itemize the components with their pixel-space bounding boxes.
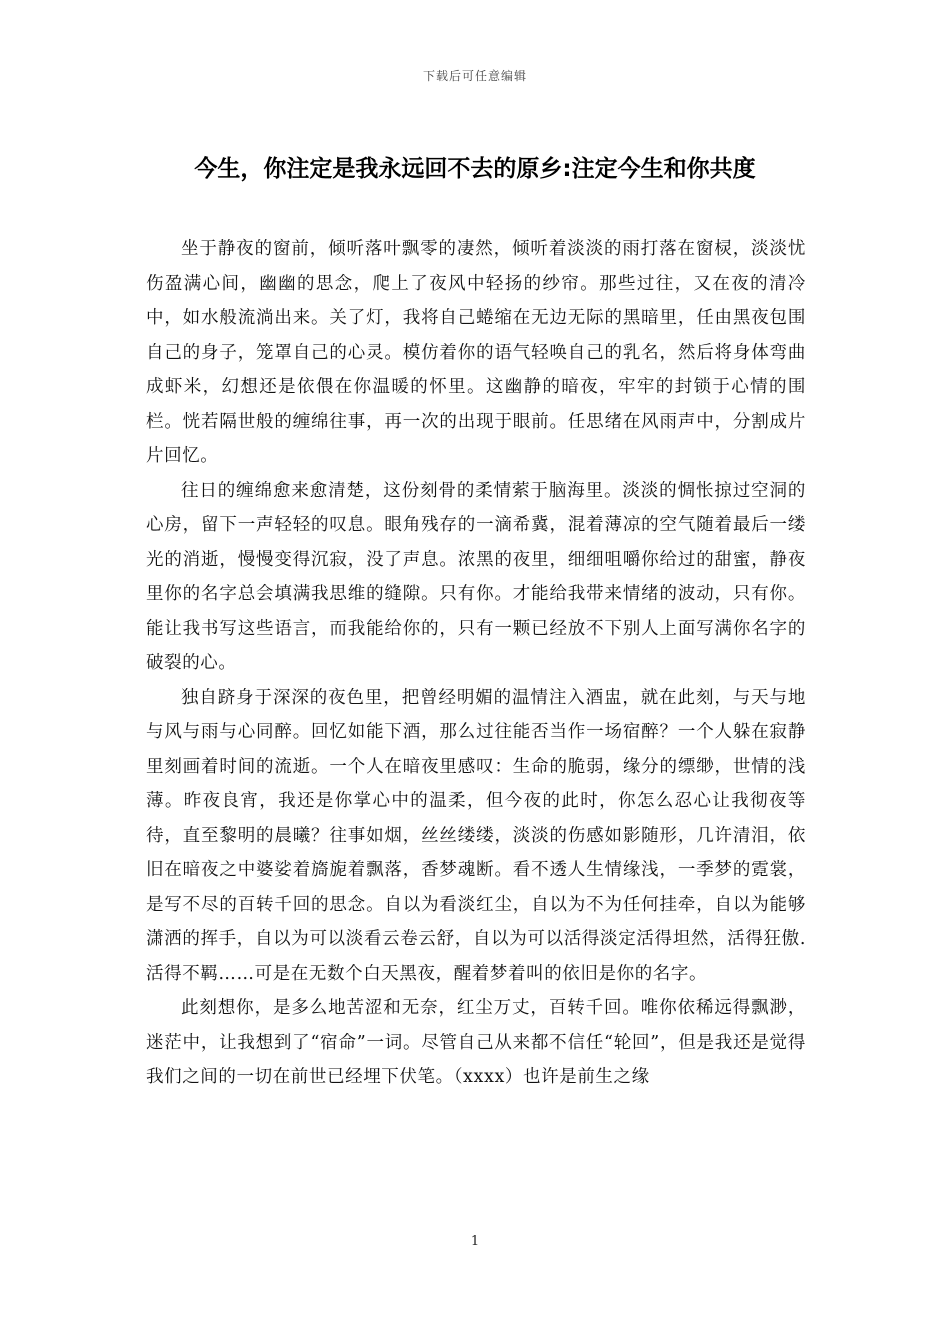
paragraph-2: 往日的缠绵愈来愈清楚，这份刻骨的柔情萦于脑海里。淡淡的惆怅掠过空洞的心房，留下一声轻轻的叹息。眼角残存的一滴希冀，混着薄凉的空气随着最后一缕光的消逝，慢慢变得沉寂，没了声息。浓黑的夜里，细细咀嚼你给过的甜蜜，静夜里你的名字总会填满我思维的缝隙。只有你。才能给我带来情绪的波动，只有你。能让我书写这些语言，而我能给你的，只有一颗已经放不下别人上面写满你名字的破裂的心。 xyxy=(146,480,806,673)
page-number: 1 xyxy=(470,1234,480,1249)
page-title: 今生，你注定是我永远回不去的原乡:注定今生和你共度 xyxy=(194,156,756,182)
paragraph-3: 独自跻身于深深的夜色里，把曾经明媚的温情注入酒盅，就在此刻，与天与地与风与雨与心同醉。回忆如能下酒，那么过往能否当作一场宿醉？一个人躲在寂静里刻画着时间的流逝。一个人在暗夜里感叹：生命的脆弱，缘分的缥缈，世情的浅薄。昨夜良宵，我还是你掌心中的温柔，但今夜的此时，你怎么忍心让我彻夜等待，直至黎明的晨曦？往事如烟，丝丝缕缕，淡淡的伤感如影随形，几许清泪，依旧在暗夜之中婆娑着旖旎着飘落，香梦魂断。看不透人生情缘浅，一季梦的霓裳，是写不尽的百转千回的思念。自以为看淡红尘，自以为不为任何挂牵，自以为能够潇洒的挥手，自以为可以淡看云卷云舒，自以为可以活得淡定活得坦然，活得狂傲.活得不羁……可是在无数个白天黑夜，醒着梦着叫的依旧是你的名字。 xyxy=(146,687,806,984)
paragraph-4: 此刻想你，是多么地苦涩和无奈，红尘万丈，百转千回。唯你依稀远得飘渺，迷茫中，让我想到了“宿命”一词。尽管自己从来都不信任“轮回”，但是我还是觉得我们之间的一切在前世已经埋下伏笔。（xxxx）也许是前生之缘 xyxy=(146,998,806,1087)
article-body xyxy=(146,232,806,1200)
paragraph-1: 坐于静夜的窗前，倾听落叶飘零的凄然，倾听着淡淡的雨打落在窗棂，淡淡忧伤盈满心间，幽幽的思念，爬上了夜风中轻扬的纱帘。那些过往，又在夜的清冷中，如水般流淌出来。关了灯，我将自己蜷缩在无边无际的黑暗里，任由黑夜包围自己的身子，笼罩自己的心灵。模仿着你的语气轻唤自己的乳名，然后将身体弯曲成虾米，幻想还是依偎在你温暖的怀里。这幽静的暗夜，牢牢的封锁于心情的围栏。恍若隔世般的缠绵往事，再一次的出现于眼前。任思绪在风雨声中，分割成片片回忆。 xyxy=(146,239,806,466)
header-note: 下载后可任意编辑 xyxy=(422,69,527,83)
